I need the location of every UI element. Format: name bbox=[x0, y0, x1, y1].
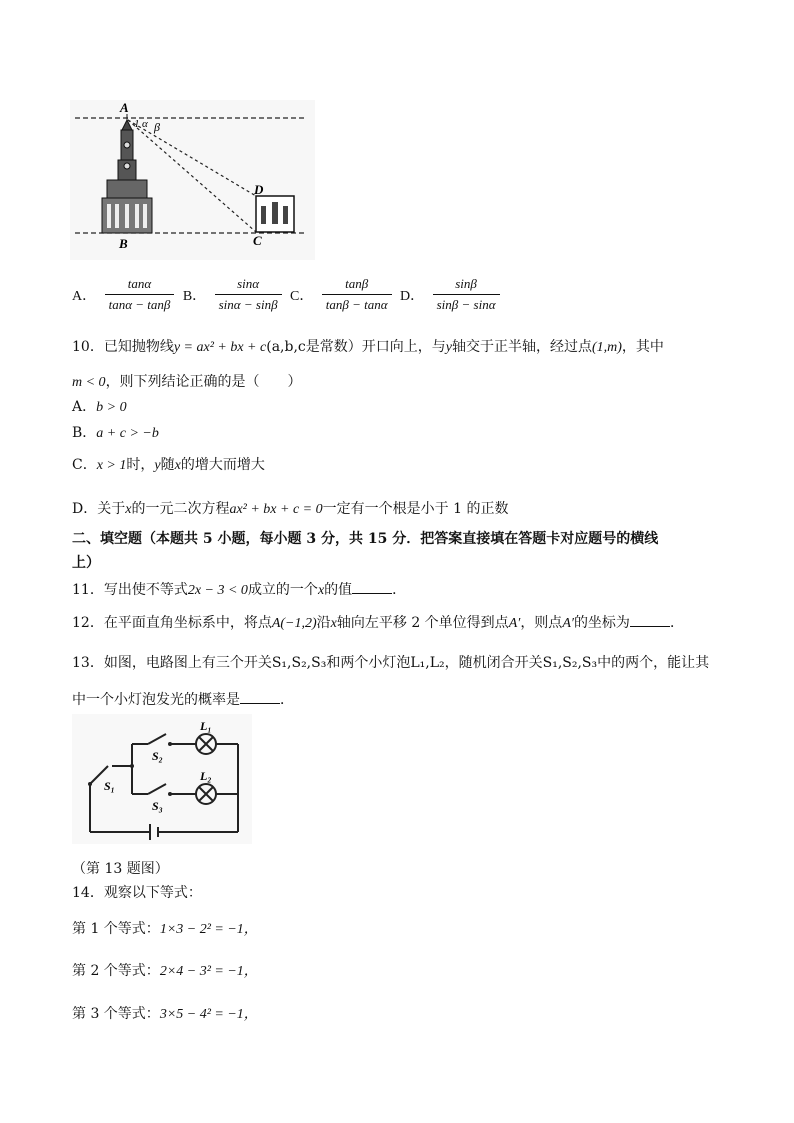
q9-options bbox=[72, 276, 504, 313]
q12: 12．在平面直角坐标系中，将点A(−1,2)沿x轴向左平移 2 个单位得到点A′，则点A′的坐标为 ． bbox=[72, 615, 684, 631]
q10-option-d[interactable]: D．关于x的一元二次方程ax² + bx + c = 0一定有一个根是小于 1 的正数 bbox=[72, 501, 509, 517]
q9-c-numerator: tanβ bbox=[345, 276, 369, 291]
q9-option-b[interactable]: B． $\frac{\sin\alpha}{\sin\alpha - \sin\beta}$ bbox=[183, 287, 290, 303]
q10-option-a[interactable]: A．b > 0 bbox=[72, 399, 127, 415]
q13-answer-blank[interactable] bbox=[240, 691, 280, 704]
q10-option-c[interactable]: C．x > 1时，y随x的增大而增大 bbox=[72, 457, 265, 473]
q9-option-a[interactable]: A． $\frac{\tan\alpha}{\tan\alpha - \tan\beta}$ bbox=[72, 287, 183, 303]
q9-option-c[interactable]: C． $\frac{\tan\beta}{\tan\beta - \tan\alpha}$ bbox=[290, 287, 400, 303]
q9-b-denominator: sinα − sinβ bbox=[215, 294, 282, 313]
q13-figure-caption: （第 13 题图） bbox=[72, 861, 169, 877]
q10-stem-line2: m < 0，则下列结论正确的是（ ） bbox=[72, 374, 302, 390]
label-D: D bbox=[254, 182, 264, 197]
q9-a-numerator: tanα bbox=[127, 276, 152, 291]
q14-eq-2: 第 2 个等式：2×4 − 3² = −1， bbox=[72, 963, 258, 979]
q9-option-d[interactable]: D． $\frac{\sin\beta}{\sin\beta - \sin\alpha}$ bbox=[400, 287, 504, 303]
q9-a-denominator: tanα − tanβ bbox=[105, 294, 175, 313]
building-drawing bbox=[256, 196, 294, 232]
q13-line1: 13．如图，电路图上有三个开关S₁,S₂,S₃和两个小灯泡L₁,L₂，随机闭合开关S₁,S₂,S₃中的两个，能让其 bbox=[72, 655, 710, 671]
q14-title: 14．观察以下等式： bbox=[72, 885, 202, 901]
q9-c-denominator: tanβ − tanα bbox=[322, 294, 392, 313]
q12-answer-blank[interactable] bbox=[630, 614, 670, 627]
q10-stem-line1: 10．已知抛物线y = ax² + bx + c(a,b,c是常数）开口向上，与y轴交于正半轴，经过点(1,m)，其中 bbox=[72, 339, 664, 355]
label-A: A bbox=[120, 100, 129, 115]
circuit-label-S1: S₁ bbox=[104, 779, 115, 793]
label-C: C bbox=[253, 233, 262, 248]
label-alpha: α bbox=[142, 118, 148, 130]
q10-option-b[interactable]: B．a + c > −b bbox=[72, 425, 159, 441]
circuit-figure bbox=[72, 714, 252, 844]
label-angle-1: 1 bbox=[134, 118, 140, 130]
tower-figure bbox=[70, 100, 315, 260]
section2-heading-line1: 二、填空题（本题共 5 小题，每小题 3 分，共 15 分．把答案直接填在答题卡对应题号的横线 bbox=[72, 531, 659, 547]
q14-eq-1: 第 1 个等式：1×3 − 2² = −1， bbox=[72, 921, 258, 937]
circuit-label-S3: S₃ bbox=[152, 799, 163, 813]
circuit-label-L1: L₁ bbox=[200, 719, 212, 733]
label-B: B bbox=[119, 236, 128, 251]
q11: 11．写出使不等式2x − 3 < 0成立的一个x的值 ． bbox=[72, 582, 407, 598]
q9-b-numerator: sinα bbox=[237, 276, 260, 291]
q11-answer-blank[interactable] bbox=[352, 581, 392, 594]
q14-eq-3: 第 3 个等式：3×5 − 4² = −1， bbox=[72, 1006, 258, 1022]
circuit-label-L2: L₂ bbox=[200, 769, 212, 783]
label-beta: β bbox=[154, 120, 160, 134]
section2-heading-line2: 上） bbox=[72, 555, 100, 571]
circuit-label-S2: S₂ bbox=[152, 749, 163, 763]
q13-line2: 中一个小灯泡发光的概率是 ． bbox=[72, 692, 294, 708]
q9-d-numerator: sinβ bbox=[455, 276, 477, 291]
q9-d-denominator: sinβ − sinα bbox=[433, 294, 500, 313]
